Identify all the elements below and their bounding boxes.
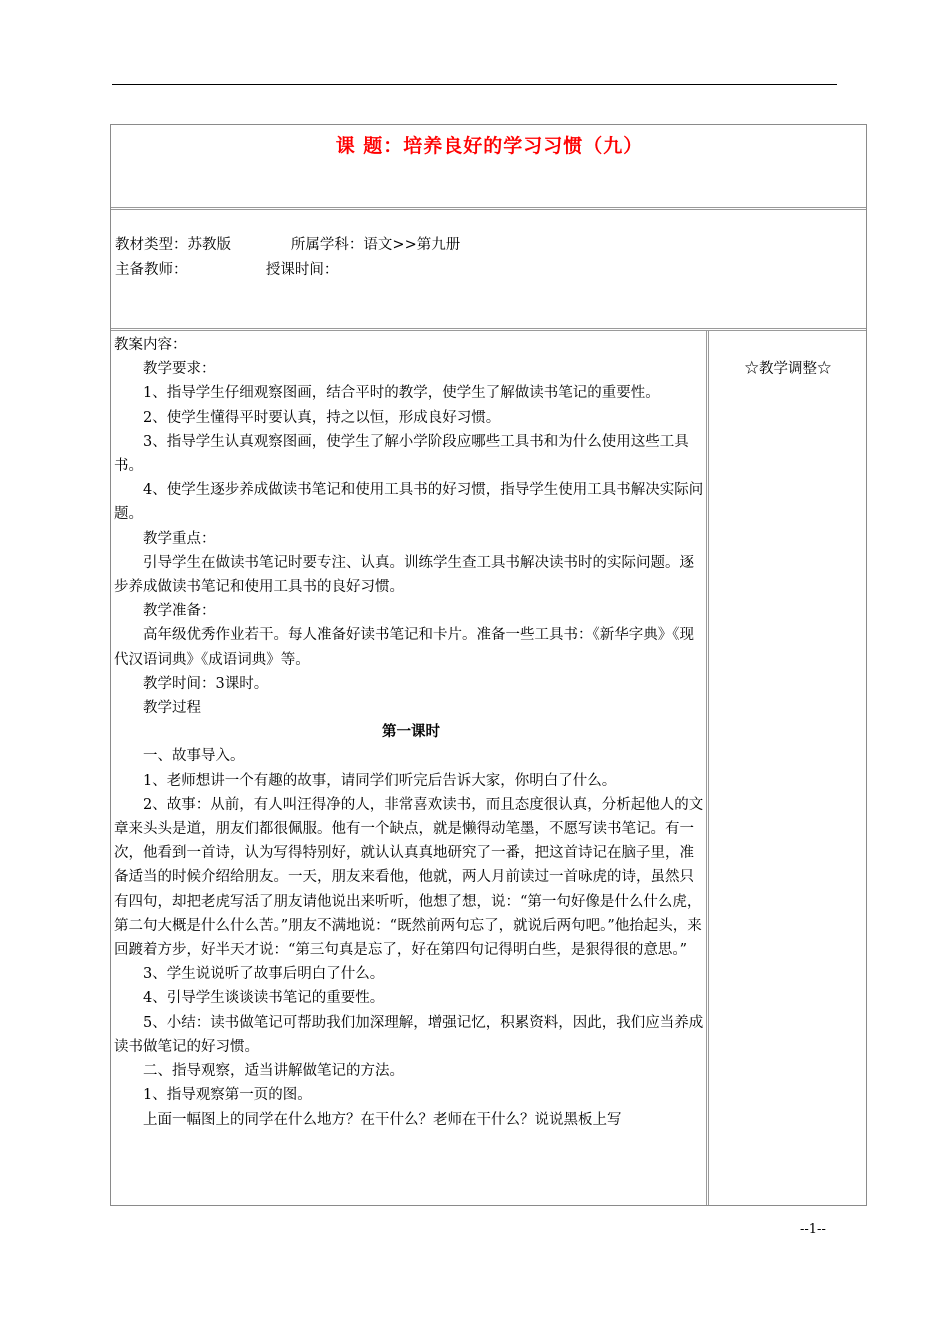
header-rule [112, 84, 837, 85]
content-paragraph: 5、小结：读书做笔记可帮助我们加深理解，增强记忆，积累资料，因此，我们应当养成读书做笔记的好习惯。 [114, 1014, 704, 1055]
content-paragraph: 教学准备： [143, 603, 216, 620]
lesson-plan-table [110, 124, 867, 1206]
content-paragraph: 教学时间：3课时。 [143, 675, 269, 692]
content-paragraph: 引导学生在做读书笔记时要专注、认真。训练学生查工具书解决读书时的实际问题。逐步养成做读书笔记和使用工具书的良好习惯。 [114, 554, 694, 596]
content-paragraph: 2、故事：从前，有人叫汪得净的人，非常喜欢读书，而且态度很认真，分析起他人的文章来头头是道，朋友们都很佩服。他有一个缺点，就是懒得动笔墨，不愿写读书笔记。有一次，他看到一首诗，认为写得特别好，就认认真真地研究了一番，把这首诗记在脑子里，准备适当的时候介绍给朋友。一天，朋友来看他，他就，两人月前读过一首咏虎的诗，虽然只有四句，却把老虎写活了朋友请他说出来听听，他想了想，说：“第一句好像是什么什么虎，第二句大概是什么什么苦。”朋友不满地说：“既然前两句忘了，就说后两句吧。”他抬起头，来回踱着方步，好半天才说：“第三句真是忘了，好在第四句记得明白些，是狠得很的意思。” [114, 796, 704, 959]
content-paragraph: 4、引导学生谈谈读书笔记的重要性。 [143, 990, 385, 1007]
content-paragraph: 教学过程 [143, 700, 201, 717]
content-paragraph: 3、指导学生认真观察图画，使学生了解小学阶段应哪些工具书和为什么使用这些工具书。 [114, 433, 689, 475]
page-number: --1-- [800, 1222, 826, 1237]
content-paragraph: 教学要求： [143, 361, 216, 378]
meta-line-teacher: 主备教师： 授课时间： [115, 262, 339, 278]
lesson-title: 课 题：培养良好的学习习惯（九） [335, 135, 644, 157]
row-divider-2 [111, 328, 866, 331]
content-paragraph: 2、使学生懂得平时要认真，持之以恒，形成良好习惯。 [143, 409, 501, 426]
content-paragraph: 高年级优秀作业若干。每人准备好读书笔记和卡片。准备一些工具书：《新华字典》《现代汉语词典》《成语词典》等。 [114, 627, 694, 668]
meta-line-textbook: 教材类型：苏教版 所属学科：语文>>第九册 [115, 237, 461, 253]
content-paragraph: 1、指导学生仔细观察图画，结合平时的教学，使学生了解做读书笔记的重要性。 [143, 385, 660, 402]
row-divider-1 [111, 207, 866, 210]
content-paragraph: 教案内容： [114, 337, 187, 353]
content-paragraph: 3、学生说说听了故事后明白了什么。 [143, 966, 385, 983]
content-paragraph: 4、使学生逐步养成做读书笔记和使用工具书的好习惯，指导学生使用工具书解决实际问题。 [114, 482, 704, 523]
content-paragraph: 一、故事导入。 [143, 748, 245, 765]
section-heading: 第一课时 [382, 723, 440, 741]
content-paragraph: 1、指导观察第一页的图。 [143, 1087, 312, 1104]
content-paragraph: 二、指导观察，适当讲解做笔记的方法。 [143, 1063, 404, 1080]
lesson-content [114, 333, 708, 1132]
content-paragraph: 上面一幅图上的同学在什么地方？在干什么？老师在干什么？说说黑板上写 [143, 1111, 622, 1128]
adjustment-column-label: ☆教学调整☆ [744, 361, 832, 377]
content-paragraph: 1、老师想讲一个有趣的故事，请同学们听完后告诉大家，你明白了什么。 [143, 772, 617, 789]
content-paragraph: 教学重点： [143, 530, 216, 547]
